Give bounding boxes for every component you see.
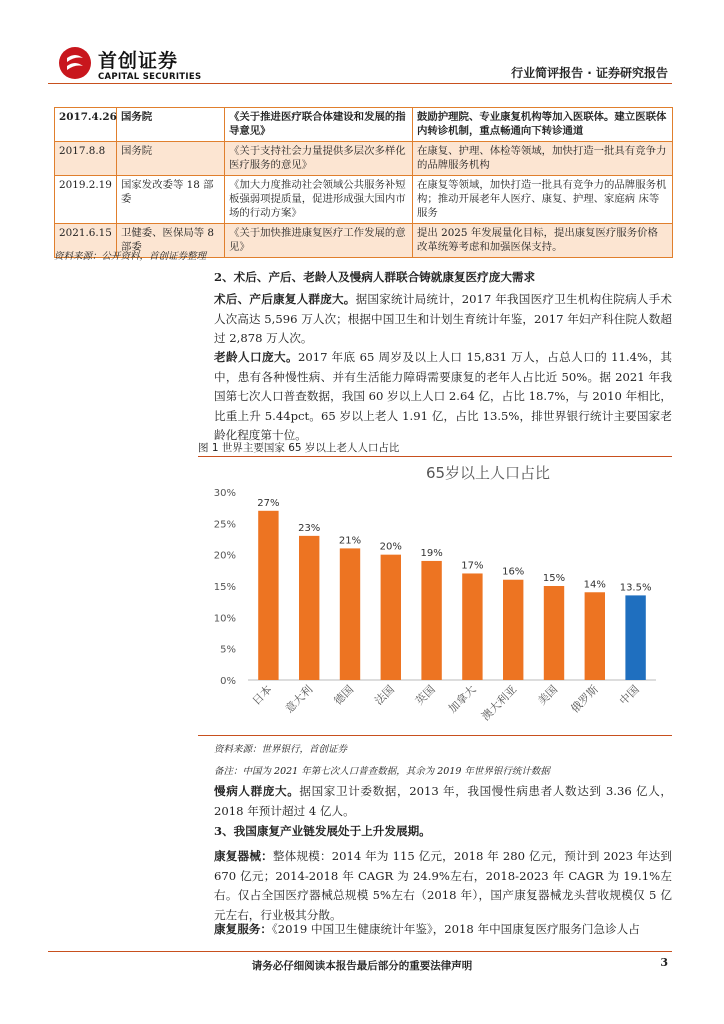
bar	[381, 555, 401, 680]
paragraph-text: 据国家卫计委数据，2013 年，我国慢性病患者人数达到 3.36 亿人，2018 年预计超过 4 亿人。	[214, 784, 672, 818]
x-tick-label: 德国	[331, 682, 357, 708]
table-cell-document: 《关于推进医疗联合体建设和发展的指导意见》	[225, 108, 413, 142]
bar	[258, 511, 278, 680]
table-cell-issuer: 国务院	[117, 108, 225, 142]
paragraph-lead: 康复器械：	[214, 849, 273, 863]
paragraph-lead: 老龄人口庞大。	[214, 350, 298, 364]
x-tick-label: 加拿大	[445, 682, 479, 716]
paragraph-elderly	[214, 348, 672, 446]
paragraph-text: 《2019 中国卫生健康统计年鉴》，2018 年中国康复医疗服务门急诊人占	[271, 922, 640, 936]
logo-english-name: CAPITAL SECURITIES	[98, 72, 202, 82]
table-cell-issuer: 卫健委、医保局等 8 部委	[117, 224, 225, 258]
company-logo	[48, 44, 202, 88]
table-cell-document: 《关于支持社会力量提供多层次多样化医疗服务的意见》	[225, 142, 413, 176]
paragraph-lead: 慢病人群庞大。	[214, 784, 300, 798]
x-tick-label: 意大利	[282, 682, 316, 716]
figure-top-rule	[198, 456, 672, 457]
x-tick-label: 中国	[616, 682, 642, 708]
paragraph-chronic	[214, 782, 672, 821]
y-tick-label: 5%	[220, 644, 236, 656]
table-cell-date: 2019.2.19	[55, 176, 117, 224]
logo-chinese-name: 首创证券	[98, 50, 179, 72]
data-label: 21%	[338, 535, 362, 547]
header-divider	[48, 83, 672, 84]
paragraph-text: 2017 年底 65 周岁及以上人口 15,831 万人，占总人口的 11.4%，其中，患有各种慢性病、并有生活能力障碍需要康复的老年人占比近 50%。据 2021 年我国第七次人口普查数据，我国 60 岁以上人口 2.64 亿，占比 18.7%，与 2010 年相比，比重上升 5.44pct。65 岁以上老人 1.91 亿，占比 13.5%，排世界银行统计主要国家老龄化程度第十位。	[214, 350, 672, 442]
figure-bottom-rule	[198, 735, 672, 736]
x-tick-label: 俄罗斯	[568, 682, 601, 716]
y-tick-label: 20%	[213, 550, 236, 562]
table-cell-document: 《加大力度推动社会领域公共服务补短板强弱项提质量，促进形成强大国内市场的行动方案》	[225, 176, 413, 224]
paragraph-text: 据国家统计局统计，2017 年我国医疗卫生机构住院病人手术人次高达 5,596 万人次；根据中国卫生和计划生育统计年鉴，2017 年妇产科住院人数超过 2,878 万人次。	[214, 292, 672, 345]
table-cell-date: 2021.6.15	[55, 224, 117, 258]
x-axis	[249, 682, 642, 723]
table-row	[55, 108, 673, 142]
data-label: 27%	[257, 497, 280, 509]
bar	[503, 580, 523, 680]
table-cell-content: 在康复、护理、体检等领域，加快打造一批具有竞争力的品牌服务机构	[413, 142, 673, 176]
y-tick-label: 0%	[220, 676, 236, 687]
page-number: 3	[660, 956, 668, 969]
bar	[585, 592, 605, 680]
footer-divider	[48, 951, 672, 952]
x-tick-label: 法国	[372, 682, 397, 708]
bar-chart	[198, 458, 672, 734]
table-cell-content: 鼓励护理院、专业康复机构等加入医联体。建立医联体内转诊机制，重点畅通向下转诊通道	[413, 108, 673, 142]
y-axis	[214, 488, 236, 687]
bar	[625, 595, 645, 680]
table-cell-issuer: 国家发改委等 18 部委	[117, 176, 225, 224]
table-cell-issuer: 国务院	[117, 142, 225, 176]
capital-securities-logo-icon	[58, 46, 92, 80]
section-heading: 3、我国康复产业链发展处于上升发展期。	[214, 824, 431, 838]
paragraph-lead: 术后、产后康复人群庞大。	[214, 292, 356, 306]
table-cell-content: 提出 2025 年发展量化目标，提出康复医疗服务价格改革统筹考虑和加强医保支持。	[413, 224, 673, 258]
x-tick-label: 美国	[535, 682, 561, 708]
paragraph-surgery	[214, 290, 672, 349]
y-tick-label: 25%	[213, 519, 236, 531]
bar	[544, 586, 564, 680]
data-label: 19%	[420, 547, 443, 559]
data-label: 20%	[379, 541, 402, 553]
paragraph-text: 整体规模：2014 年为 115 亿元，2018 年 280 亿元，预计到 2023 年达到 670 亿元；2014-2018 年 CAGR 为 24.9%左右，2018-2023 年 CAGR 为 19.1%左右。仅占全国医疗器械总规模 5%左右（2018 年），国产康复器械龙头营收规模仅 5 亿元左右，行业极其分散。	[214, 849, 672, 922]
table-row	[55, 176, 673, 224]
bar-series	[258, 511, 646, 680]
x-tick-label: 日本	[249, 682, 275, 708]
data-label: 14%	[583, 579, 606, 591]
data-label: 23%	[298, 522, 321, 534]
table-cell-date: 2017.8.8	[55, 142, 117, 176]
data-label: 15%	[542, 573, 566, 584]
paragraph-device	[214, 847, 672, 925]
data-label: 13.5%	[619, 582, 652, 594]
bar	[299, 536, 319, 680]
y-tick-label: 30%	[213, 488, 236, 499]
legal-disclaimer: 请务必仔细阅读本报告最后部分的重要法律声明	[251, 960, 473, 972]
report-type-label: 行业简评报告 · 证券研究报告	[511, 66, 668, 80]
x-tick-label: 英国	[412, 682, 438, 708]
y-tick-label: 10%	[213, 613, 236, 625]
bar	[462, 573, 482, 680]
chart-title: 65岁以上人口占比	[425, 464, 551, 482]
figure-note: 备注：中国为 2021 年第七次人口普查数据，其余为 2019 年世界银行统计数据	[214, 766, 550, 777]
figure-title: 图 1 世界主要国家 65 岁以上老人人口占比	[198, 442, 400, 454]
table-cell-content: 在康复等领域，加快打造一批具有竞争力的品牌服务机构；推动开展老年人医疗、康复、护理、家庭病 床等服务	[413, 176, 673, 224]
table-row	[55, 142, 673, 176]
table-cell-document: 《关于加快推进康复医疗工作发展的意见》	[225, 224, 413, 258]
paragraph-service	[214, 920, 672, 942]
table-source: 资料来源：公开资料，首创证券整理	[54, 251, 207, 262]
data-label: 17%	[461, 560, 484, 572]
x-tick-label: 澳大利亚	[479, 682, 520, 724]
figure-source: 资料来源：世界银行，首创证券	[214, 744, 348, 755]
table-cell-date: 2017.4.26	[55, 108, 117, 142]
y-tick-label: 15%	[213, 582, 236, 593]
bar	[340, 548, 360, 680]
data-label: 16%	[502, 566, 525, 578]
paragraph-lead: 康复服务：	[214, 922, 272, 936]
section-heading: 2、术后、产后、老龄人及慢病人群联合铸就康复医疗庞大需求	[214, 270, 536, 284]
policy-table	[54, 107, 673, 258]
bar	[421, 561, 441, 680]
